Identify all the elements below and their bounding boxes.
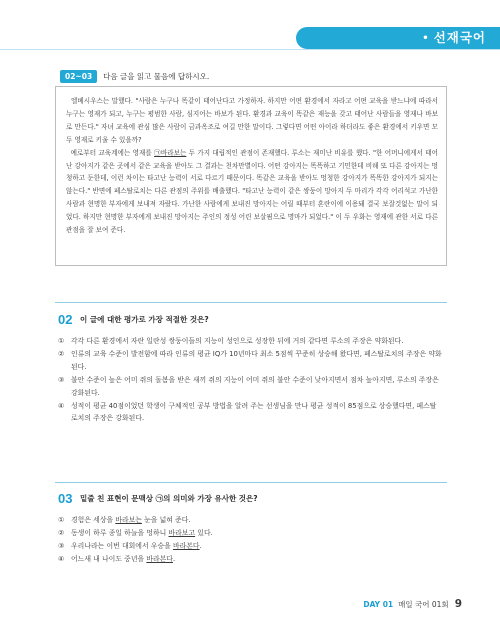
option-number: ③ bbox=[58, 375, 65, 384]
passage-paragraph-1 bbox=[66, 95, 438, 147]
underlined-word: 바라보는 bbox=[115, 516, 142, 524]
passage-paragraph-2-before: 예로부터 교육계에는 영재를 bbox=[70, 148, 155, 157]
underlined-target-word: ㉠바라보는 bbox=[154, 148, 187, 157]
question-02 bbox=[58, 311, 443, 425]
page-number: 9 bbox=[454, 598, 462, 610]
option-text bbox=[71, 540, 443, 553]
answer-option-1[interactable] bbox=[58, 514, 443, 527]
option-text: 각각 다른 환경에서 자란 일란성 쌍둥이들의 지능이 성인으로 성장한 뒤에 거의 같다면 루소의 주장은 약화된다. bbox=[71, 337, 404, 345]
option-number: ④ bbox=[58, 554, 65, 563]
option-text-after: . bbox=[172, 554, 176, 563]
question-03-header bbox=[58, 490, 443, 506]
option-text-after: 있다. bbox=[195, 528, 213, 537]
option-text bbox=[71, 514, 443, 527]
option-text: 인류의 교육 수준이 발전함에 따라 인류의 평균 IQ가 10년마다 최소 5점씩 꾸준히 상승해 왔다면, 페스탈로치의 주장은 약화된다. bbox=[71, 349, 442, 371]
header-title-text: 선재국어 bbox=[433, 30, 486, 45]
group-instruction: 다음 글을 읽고 물음에 답하시오. bbox=[103, 71, 210, 81]
question-number: 03 bbox=[58, 490, 73, 506]
option-text-before: 동생이 하루 종일 하늘을 멍하니 bbox=[71, 528, 169, 537]
option-number: ① bbox=[58, 516, 65, 524]
option-text-before: 어느새 내 나이도 중년을 bbox=[71, 554, 147, 563]
answer-option-1[interactable] bbox=[58, 335, 443, 348]
answer-option-4[interactable] bbox=[58, 400, 443, 426]
option-text bbox=[71, 527, 443, 540]
answer-options bbox=[58, 514, 443, 566]
question-number: 02 bbox=[58, 311, 73, 327]
option-text bbox=[71, 553, 443, 566]
question-03 bbox=[58, 490, 443, 566]
option-text-before: 우리나라는 이번 대회에서 우승을 bbox=[71, 541, 173, 550]
answer-option-2[interactable] bbox=[58, 527, 443, 540]
option-number: ③ bbox=[58, 541, 65, 550]
option-text-after: 눈을 넓혀 준다. bbox=[141, 516, 191, 524]
passage-paragraph-2 bbox=[66, 147, 438, 237]
page-footer bbox=[363, 598, 462, 610]
underlined-word: 바라본다 bbox=[146, 554, 173, 563]
passage-paragraph-2-after: 두 가지 대립적인 관점이 존재했다. 루소는 재미난 비유를 했다. "한 어머니에게서 태어난 강아지가 같은 곳에서 같은 교육을 받아도 그 결과는 천차만별이다. 어떤 강아지는 똑똑하고 기민한데 비해 또 다른 강아지는 멍청하고 둔한데, 이런 차이는 타고난 능력이 서로 다르기 때문이다. 똑같은 교육을 받아도 멍청한 강아지가 똑똑한 강아지가 되지는 않는다." 반면에 페스탈로치는 다른 관점의 주위를 배출했다. "타고난 능력이 같은 쌍둥이 망아지 두 마리가 각각 어리석고 가난한 사람과 현명한 부자에게 보내져 자랐다. 가난한 사람에게 보내진 망아지는 어릴 때부터 혼란이에 이용돼 결국 보잘것없는 말이 되었다. 하지만 현명한 부자에게 보내진 망아지는 주인의 정성 어린 보살핌으로 명마가 되었다." 이 두 우화는 영재에 관한 서로 다른 관점을 잘 보여 준다. bbox=[66, 148, 438, 235]
answer-option-4[interactable] bbox=[58, 553, 443, 566]
question-divider bbox=[55, 302, 447, 303]
option-text-after: . bbox=[199, 541, 202, 550]
answer-option-2[interactable] bbox=[58, 348, 443, 374]
bullet-icon: • bbox=[422, 33, 430, 44]
reading-passage bbox=[55, 86, 447, 266]
question-02-header bbox=[58, 311, 443, 327]
question-prompt: 밑줄 친 표현이 문맥상 ㉠의 의미와 가장 유사한 것은? bbox=[80, 493, 258, 503]
option-text: 성적이 평균 40점이었던 학생이 구체적인 공부 방법을 알려 주는 선생님을 만나 평균 성적이 85점으로 상승했다면, 페스탈로치의 주장은 강화된다. bbox=[71, 401, 437, 423]
option-number: ② bbox=[58, 349, 65, 358]
passage-paragraph-1-text: 엘베시우스는 말했다. "사람은 누구나 똑같이 태어난다고 가정하자. 하지만 어떤 환경에서 자라고 어떤 교육을 받느냐에 따라서 누구는 영재가 되고, 누구는 평범한 사람, 심지어는 바보가 된다. 환경과 교육이 똑같은 재능을 갖고 태어난 사람들을 영재나 바보로 만든다." 자녀 교육에 관심 많은 사람이 금과옥조로 여길 만한 말이다. 그렇다면 어떤 아이라 하더라도 좋은 환경에서 키우면 모두 영재로 키울 수 있을까? bbox=[66, 97, 438, 144]
answer-option-3[interactable] bbox=[58, 374, 443, 400]
header-title bbox=[422, 28, 486, 46]
header-rule bbox=[0, 49, 500, 50]
question-divider bbox=[55, 482, 447, 483]
option-number: ① bbox=[58, 337, 65, 345]
answer-option-3[interactable] bbox=[58, 540, 443, 553]
option-number: ② bbox=[58, 528, 65, 537]
underlined-word: 바라본다 bbox=[172, 541, 200, 550]
underlined-word: 바라보고 bbox=[168, 528, 196, 537]
option-text-before: 경험은 세상을 bbox=[71, 516, 116, 524]
answer-options bbox=[58, 335, 443, 425]
footer-day: DAY 01 bbox=[363, 600, 394, 609]
option-text: 불안 수준이 높은 어미 쥐의 돌봄을 받은 새끼 쥐의 지능이 어미 쥐의 불안 수준이 낮아지면서 점차 높아지면, 루소의 주장은 강화된다. bbox=[71, 375, 439, 397]
footer-label: 매일 국어 01회 bbox=[398, 600, 449, 609]
option-number: ④ bbox=[58, 401, 65, 410]
question-range-badge: 02~03 bbox=[60, 70, 97, 83]
question-prompt: 이 글에 대한 평가로 가장 적절한 것은? bbox=[80, 314, 209, 324]
header-bar bbox=[0, 0, 500, 60]
passage-group-header bbox=[60, 69, 209, 83]
